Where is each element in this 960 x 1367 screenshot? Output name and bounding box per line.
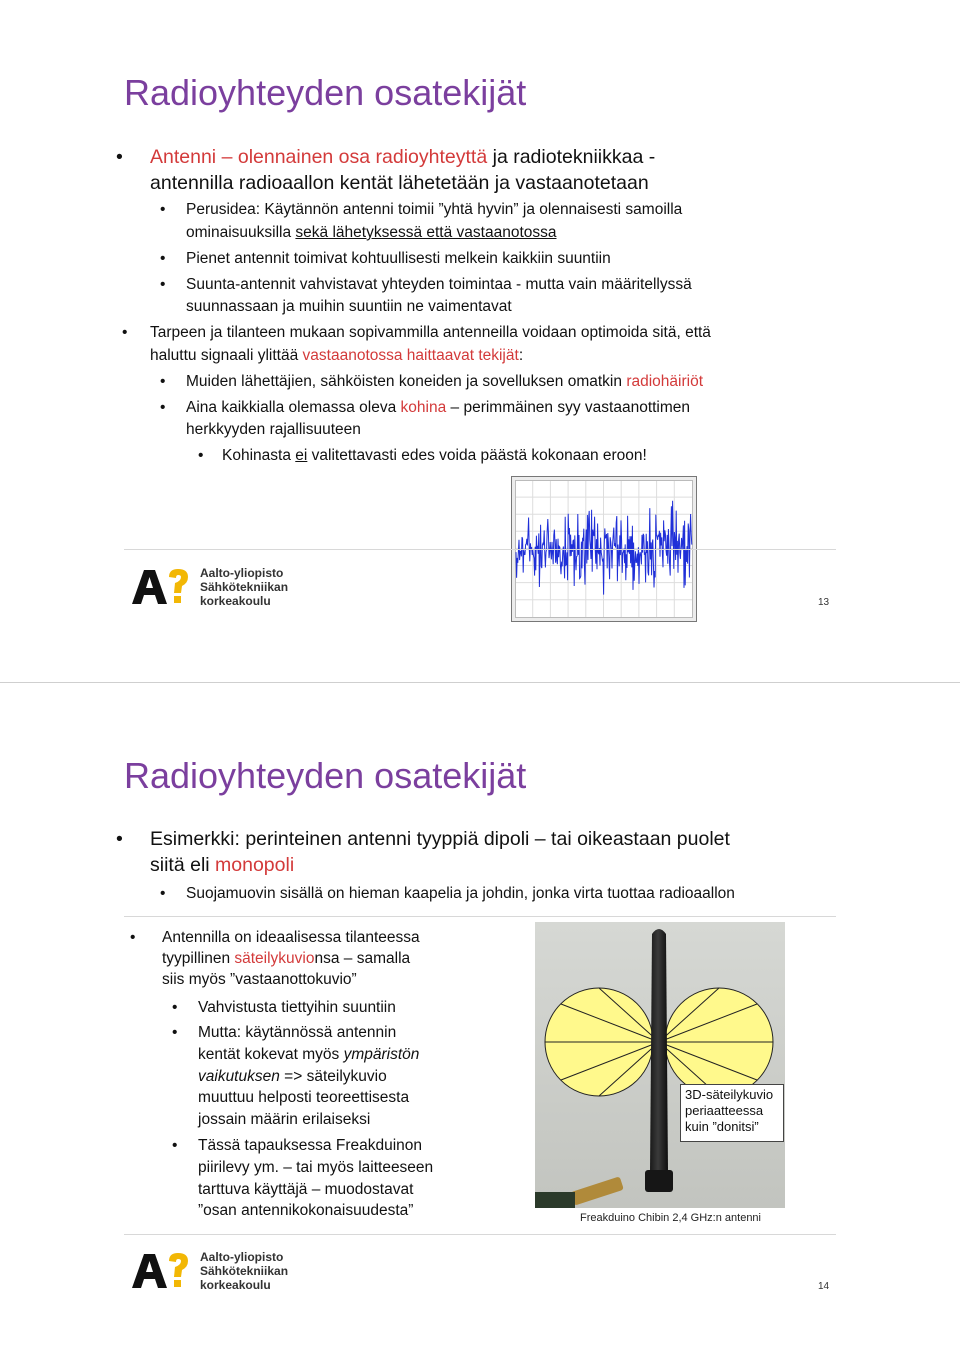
sub-bullet-dot: • [160, 276, 166, 293]
sub-bullet-dot: • [160, 885, 166, 902]
page-gap [0, 662, 960, 683]
bullet-tarpeen: Tarpeen ja tilanteen mukaan sopivammilla antenneilla voidaan optimoida sitä, että [150, 324, 711, 341]
slide-13 [0, 0, 960, 662]
footer-divider-14 [124, 1234, 836, 1235]
term-olennainen: olennainen osa radioyhteyttä [237, 146, 488, 168]
bullet-antenni: Antenni – olennainen osa radioyhteyttä ja radiotekniikkaa - [150, 146, 656, 168]
aalto-logo [130, 566, 310, 610]
sub-tassa-line2: piirilevy ym. – tai myös laitteeseen [198, 1159, 434, 1176]
antenna-body [650, 929, 668, 1172]
sub-bullet-dot: • [172, 1024, 178, 1041]
slide-title-14: Radioyhteyden osatekijät [124, 755, 527, 796]
sub-tassa-line4: ”osan antennikokonaisuudesta” [198, 1202, 414, 1219]
sub-suunta-line2: suunnassaan ja muihin suuntiin ne vaimentavat [186, 298, 512, 315]
antenna-hinge [645, 1170, 673, 1192]
logo-line2: Sähkötekniikan [200, 1264, 289, 1278]
sub-mutta-line5: jossain määrin erilaiseksi [198, 1111, 371, 1128]
sub-kohinasta: Kohinasta ei valitettavasti edes voida päästä kokonaan eroon! [222, 447, 647, 464]
aalto-logo-14 [130, 1250, 310, 1294]
aalto-logo-icon [130, 1250, 194, 1290]
bullet-dot: • [116, 146, 123, 168]
page-number-14: 14 [818, 1281, 830, 1292]
bullet-dot: • [116, 828, 123, 850]
sub-suunta: Suunta-antennit vahvistavat yhteyden toimintaa - mutta vain määritellyssä [186, 276, 692, 293]
sub-bullet-dot: • [160, 201, 166, 218]
section-divider [124, 916, 836, 917]
sub-perusidea-line2: ominaisuuksilla sekä lähetyksessä että vastaanotossa [186, 224, 557, 241]
bullet-tarpeen-line2: haluttu signaali ylittää vastaanotossa haittaavat tekijät: [150, 347, 524, 364]
term-antenni: Antenni [150, 146, 217, 168]
sub-mutta-line3: vaikutuksen => säteilykuvio [198, 1068, 387, 1085]
sub-kohina: Aina kaikkialla olemassa oleva kohina – perimmäinen syy vastaanottimen [186, 399, 691, 416]
logo-line1: Aalto-yliopisto [200, 1250, 284, 1264]
bullet-dot: • [130, 929, 136, 946]
callout-donitsi: 3D-säteilykuvio periaatteessa kuin ”donitsi” [680, 1084, 784, 1142]
bullet-antenni-line2: antennilla radioaallon kentät lähetetään ja vastaanotetaan [150, 172, 649, 194]
sub-muiden: Muiden lähettäjien, sähköisten koneiden ja sovelluksen omatkin radiohäiriöt [186, 373, 703, 390]
bullet-antennilla: Antennilla on ideaalisessa tilanteessa [162, 929, 420, 946]
sub-bullet-dot: • [172, 1137, 178, 1154]
sub-tassa: Tässä tapauksessa Freakduinon [198, 1137, 423, 1154]
sub-bullet-dot: • [160, 250, 166, 267]
logo-line1: Aalto-yliopisto [200, 566, 284, 580]
bullet-esimerkki: Esimerkki: perinteinen antenni tyyppiä dipoli – tai oikeastaan puolet [150, 828, 730, 850]
antenna-photo [535, 922, 785, 1208]
slide-title: Radioyhteyden osatekijät [124, 72, 527, 113]
sub-perusidea: Perusidea: Käytännön antenni toimii ”yhtä hyvin” ja olennaisesti samoilla [186, 201, 683, 218]
sub-kohina-line2: herkkyyden rajallisuuteen [186, 421, 361, 438]
sub-pienet: Pienet antennit toimivat kohtuullisesti melkein kaikkiin suuntiin [186, 250, 611, 267]
sub-mutta: Mutta: käytännössä antennin [198, 1024, 397, 1041]
sub-bullet-dot: • [160, 399, 166, 416]
logo-line3: korkeakoulu [200, 1278, 271, 1292]
term-monopoli: monopoli [215, 854, 295, 876]
circuit-board [535, 1192, 575, 1208]
photo-caption: Freakduino Chibin 2,4 GHz:n antenni [580, 1212, 761, 1224]
logo-line3: korkeakoulu [200, 594, 271, 608]
bullet-esimerkki-line2: siitä eli monopoli [150, 854, 295, 876]
sub-suojamuovin: Suojamuovin sisällä on hieman kaapelia ja johdin, jonka virta tuottaa radioaallon [186, 885, 735, 902]
bullet-dot: • [122, 324, 128, 341]
sub-sub-bullet-dot: • [198, 447, 204, 464]
sub-vahvistusta: Vahvistusta tiettyihin suuntiin [198, 999, 396, 1016]
sub-tassa-line3: tarttuva käyttäjä – muodostavat [198, 1181, 414, 1198]
bullet-antennilla-line3: siis myös ”vastaanottokuvio” [162, 971, 357, 988]
sub-mutta-line2: kentät kokevat myös ympäristön [198, 1046, 420, 1063]
sub-bullet-dot: • [172, 999, 178, 1016]
bullet-antennilla-line2: tyypillinen säteilykuvionsa – samalla [162, 950, 411, 967]
page-number: 13 [818, 597, 830, 608]
footer-divider [124, 549, 836, 550]
sub-mutta-line4: muuttuu helposti teoreettisesta [198, 1089, 410, 1106]
logo-line2: Sähkötekniikan [200, 580, 289, 594]
aalto-logo-icon [130, 566, 194, 606]
sub-bullet-dot: • [160, 373, 166, 390]
